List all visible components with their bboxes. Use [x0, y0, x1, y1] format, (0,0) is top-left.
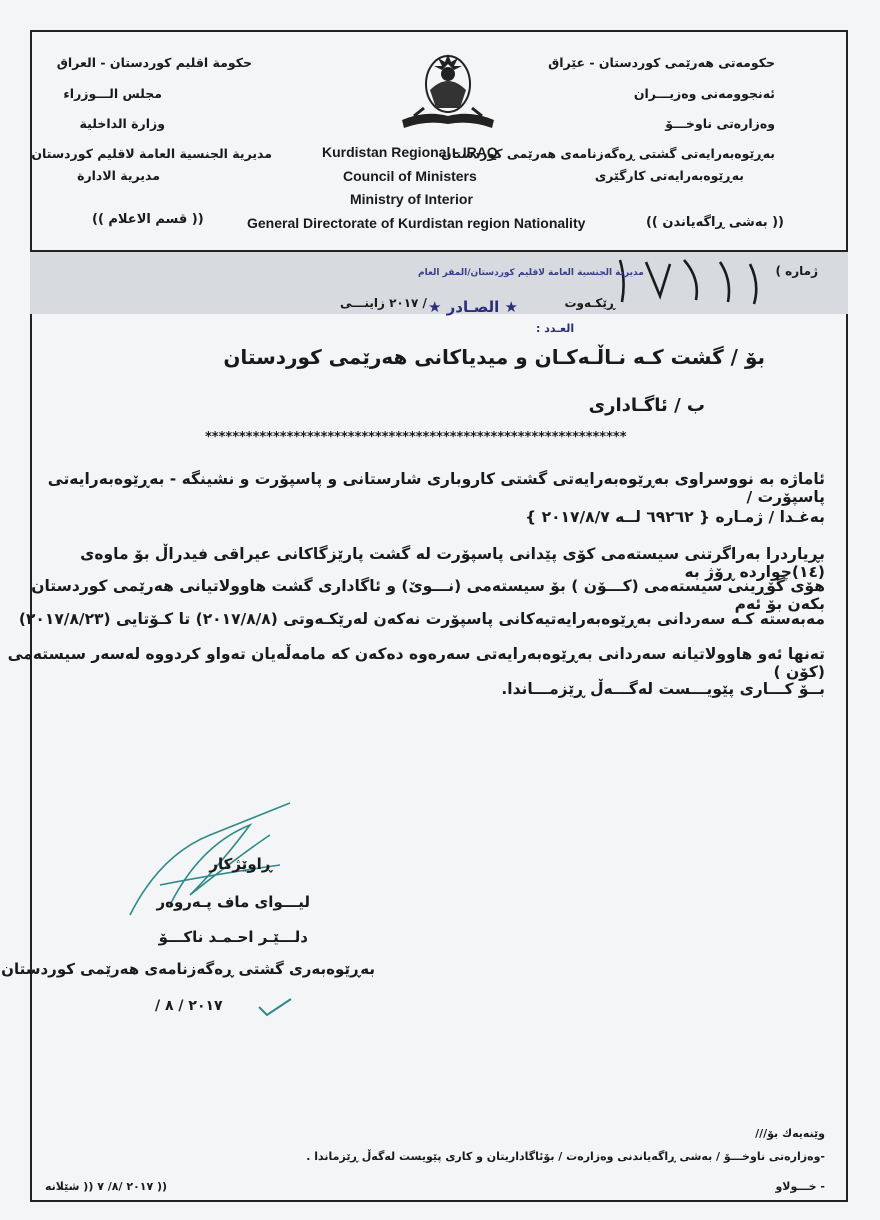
header-left-line5: مديرية الادارة: [77, 168, 160, 183]
checkmark-icon: [255, 995, 295, 1019]
header-right-line2: ئەنجوومەنی وەزیـــران: [633, 86, 775, 101]
header-en-line3: Ministry of Interior: [350, 191, 473, 207]
stamp-top-text: مديرية الجنسية العامة لاقليم كوردستان/المقر العام: [418, 268, 644, 278]
copy-recipient-1: -وەزارەتی ناوخـــۆ / بەشی ڕاگەیاندنی وەزارەت / بۆئاگاداریتان و كاری پێویست لەگەڵ ڕێزماندا .: [306, 1150, 825, 1163]
header-right-line5: بەڕێوەبەرایەتی كارگێری: [594, 168, 744, 183]
body-line-3: بڕیاردرا بەراگرتنی سیستەمی كۆی پێدانی پاسپۆرت لە گشت پارێزگاكانی عیراقی فیدراڵ بۆ ماوەی (١٤)چواردە ڕۆژ بە: [80, 545, 825, 581]
header-right-line3: وەزارەتی ناوخـــۆ: [665, 116, 775, 131]
stamp-mid-text: ★ الصـادر ★: [428, 298, 518, 316]
header-left-line3: وزارة الداخلية: [79, 116, 165, 131]
kurdistan-emblem-icon: [396, 50, 500, 134]
body-line-1: ئاماژە بە نووسراوی بەڕێوەبەرایەتی گشتی كاروباری شارستانی و پاسپۆرت و نشینگە - بەڕێوەبەرایەتی پاسپۆرت /: [47, 470, 825, 506]
reference-number-label: ژمارە ): [775, 264, 818, 278]
body-line-5: مەبەستە كـە سەردانی بەڕێوەبەرایەتیەكانی پاسپۆرت نەكەن لەرێكـەوتی (٢٠١٧/٨/٨) تا كـۆتایی (٢٠١٧/٨/٢٣): [18, 610, 825, 628]
signature-line3: بەڕێوەبەری گشتی ڕەگەزنامەی هەرێمی كوردستان: [1, 960, 375, 978]
reference-year: / ٢٠١٧ زاینـــی: [340, 296, 427, 310]
header-en-line4: General Directorate of Kurdistan region Nationality: [247, 215, 586, 231]
signature-date: ٢٠١٧ / ٨ /: [155, 998, 223, 1014]
header-left-line1: حكومة اقليم كوردستان - العراق: [56, 55, 252, 70]
signature-title: ڕاوێژكار: [209, 855, 272, 873]
header-left-line2: مجلس الـــوزراء: [63, 86, 162, 101]
copy-recipient-2: - خـــولاو: [775, 1180, 825, 1193]
body-line-7: بــۆ كـــاری پێویـــست لەگـــەڵ ڕێزمـــاندا.: [501, 680, 825, 698]
header-left-section: (( قسم الاعلام )): [92, 212, 204, 227]
handwritten-number: [600, 250, 780, 310]
body-line-6: تەنها ئەو هاوولاتیانە سەردانی بەڕێوەبەرایەتی سەرەوە دەكەن كە مامەڵەیان تەواو كردووە لەسەر سیستەمی (كۆن ): [7, 645, 825, 681]
reference-date-label: ڕێكـەوت: [564, 296, 615, 310]
body-line-4: هۆی گۆڕینی سیستەمی (كـــۆن ) بۆ سیستەمی (نـــوێ) و ئاگاداری گشت هاوولاتیانی هەرێمی كوردستان بكەن بۆ ئەم: [31, 577, 825, 613]
copy-label: وێنەیەك بۆ///: [755, 1127, 825, 1140]
header-right-line4: بەڕێوەبەرایەتی گشتی ڕەگەزنامەی هەرێمی كوردستان: [441, 146, 775, 161]
signature-line1: لیـــوای ماف پـەروەر: [156, 893, 310, 911]
header-right-line1: حكومەتی هەرێمی كوردستان - عێراق: [548, 55, 775, 70]
body-line-2: بەغـدا / ژمـارە { ٦٩٢٦٢ لــە ٢٠١٧/٨/٧ }: [525, 508, 825, 526]
stamp-bottom-text: العـدد :: [536, 322, 575, 335]
header-en-line1: Kurdistan Regional - IRAQ: [322, 144, 498, 160]
addressee-subject: ب / ئاگـاداری: [588, 395, 705, 416]
header-left-line4: مديرية الجنسية العامة لاقليم كوردستان: [31, 146, 272, 161]
signature-line2: دلـــێـر احـمـد ناكـــۆ: [158, 928, 308, 946]
separator-stars: **************************************************************: [205, 430, 627, 445]
header-right-section: (( بەشی ڕاگەیاندن )): [645, 215, 784, 230]
footer-date: (( ٢٠١٧ /٨/ ٧ (( شێلانە: [45, 1180, 168, 1193]
addressee-to: بۆ / گشت كـە نـاڵـەكـان و میدیاكانی هەرێمی كوردستان: [223, 345, 765, 369]
header-en-line2: Council of Ministers: [343, 168, 477, 184]
